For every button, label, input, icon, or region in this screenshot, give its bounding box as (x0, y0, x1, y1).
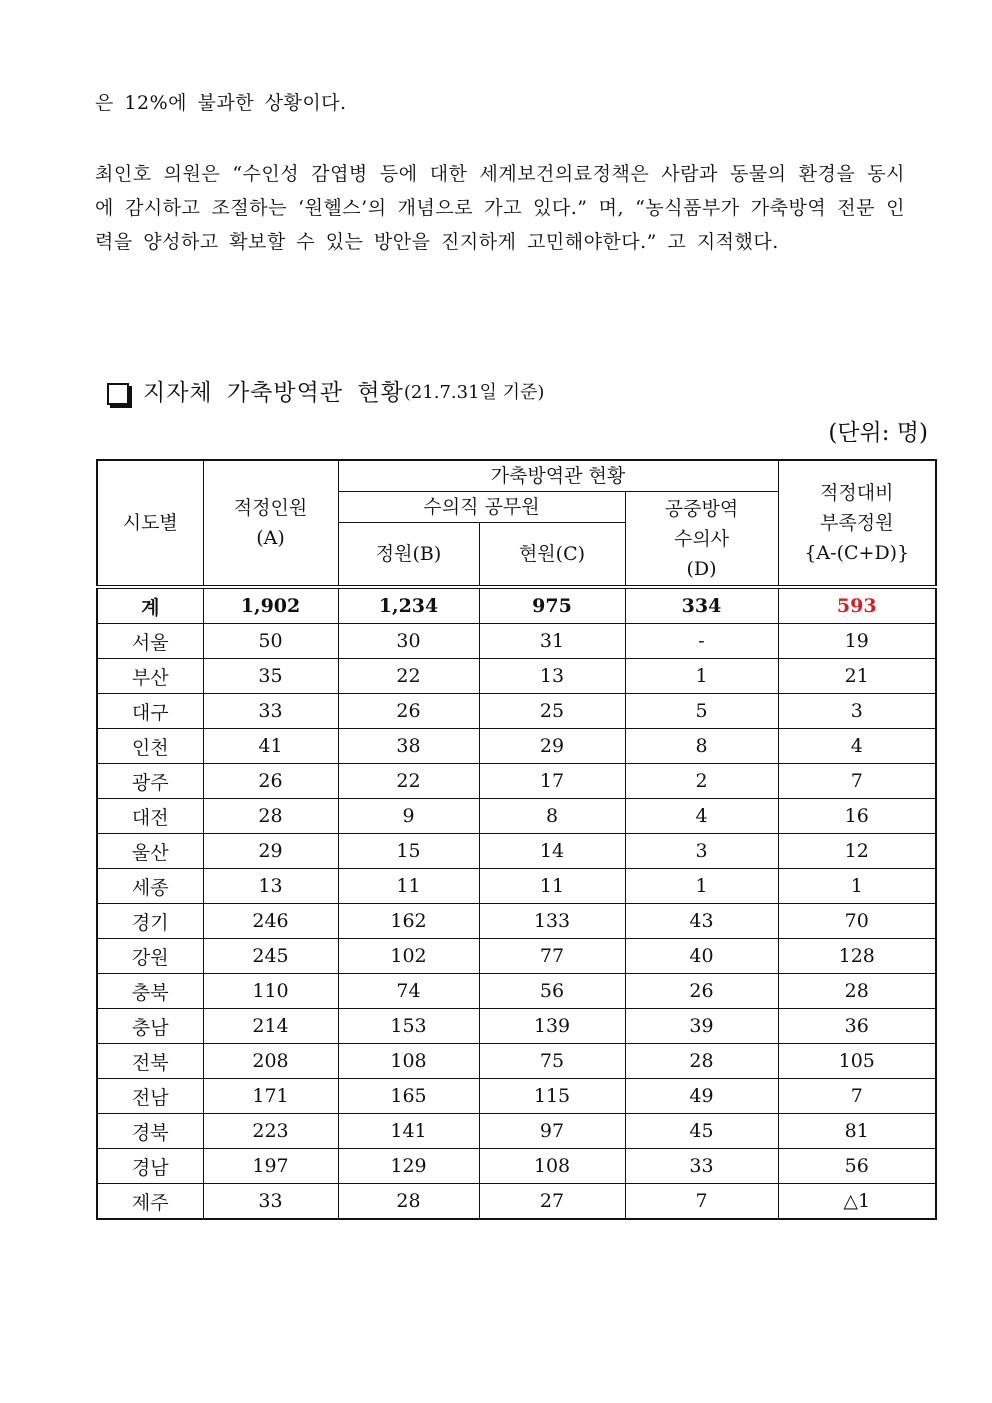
cell-public-vets: 7 (625, 1184, 778, 1220)
cell-quota: 208 (203, 1044, 338, 1079)
cell-region: 계 (97, 587, 203, 624)
cell-current: 133 (479, 904, 625, 939)
cell-authorized: 153 (338, 1009, 479, 1044)
cell-shortage: 70 (778, 904, 936, 939)
cell-public-vets: 5 (625, 694, 778, 729)
cell-public-vets: 334 (625, 587, 778, 624)
table-row (97, 624, 936, 659)
cell-shortage: 19 (778, 624, 936, 659)
cell-public-vets: 1 (625, 659, 778, 694)
cell-quota: 197 (203, 1149, 338, 1184)
cell-current: 29 (479, 729, 625, 764)
header-status-group: 가축방역관 현황 (338, 460, 778, 492)
cell-current: 27 (479, 1184, 625, 1220)
cell-public-vets: 39 (625, 1009, 778, 1044)
cell-public-vets: 3 (625, 834, 778, 869)
table-row (97, 1114, 936, 1149)
cell-shortage: 81 (778, 1114, 936, 1149)
header-current: 현원(C) (479, 523, 625, 588)
cell-shortage: 56 (778, 1149, 936, 1184)
cell-shortage: 593 (778, 587, 936, 624)
cell-region: 대전 (97, 799, 203, 834)
cell-public-vets: 26 (625, 974, 778, 1009)
cell-public-vets: 40 (625, 939, 778, 974)
cell-region: 경남 (97, 1149, 203, 1184)
cell-region: 경북 (97, 1114, 203, 1149)
cell-authorized: 129 (338, 1149, 479, 1184)
cell-current: 8 (479, 799, 625, 834)
cell-authorized: 28 (338, 1184, 479, 1220)
table-row (97, 659, 936, 694)
cell-authorized: 162 (338, 904, 479, 939)
cell-quota: 33 (203, 1184, 338, 1220)
header-shortage: 적정대비 부족정원 {A-(C+D)} (778, 460, 936, 587)
cell-shortage: 4 (778, 729, 936, 764)
cell-current: 115 (479, 1079, 625, 1114)
cell-region: 광주 (97, 764, 203, 799)
cell-region: 서울 (97, 624, 203, 659)
cell-shortage: △1 (778, 1184, 936, 1220)
cell-region: 제주 (97, 1184, 203, 1220)
cell-quota: 28 (203, 799, 338, 834)
cell-shortage: 1 (778, 869, 936, 904)
cell-quota: 223 (203, 1114, 338, 1149)
cell-public-vets: 28 (625, 1044, 778, 1079)
cell-quota: 29 (203, 834, 338, 869)
table-row-total (97, 587, 936, 624)
cell-quota: 214 (203, 1009, 338, 1044)
header-authorized: 정원(B) (338, 523, 479, 588)
cell-authorized: 108 (338, 1044, 479, 1079)
cell-quota: 33 (203, 694, 338, 729)
cell-public-vets: - (625, 624, 778, 659)
checkbox-icon (107, 383, 129, 405)
section-date-note: (21.7.31일 기준) (403, 382, 545, 403)
cell-authorized: 102 (338, 939, 479, 974)
table-row (97, 974, 936, 1009)
cell-current: 17 (479, 764, 625, 799)
cell-authorized: 22 (338, 659, 479, 694)
cell-region: 전남 (97, 1079, 203, 1114)
cell-authorized: 30 (338, 624, 479, 659)
cell-quota: 26 (203, 764, 338, 799)
cell-region: 인천 (97, 729, 203, 764)
cell-region: 경기 (97, 904, 203, 939)
cell-shortage: 128 (778, 939, 936, 974)
cell-current: 13 (479, 659, 625, 694)
cell-shortage: 28 (778, 974, 936, 1009)
cell-current: 56 (479, 974, 625, 1009)
section-title (107, 373, 544, 413)
cell-authorized: 22 (338, 764, 479, 799)
cell-current: 25 (479, 694, 625, 729)
cell-public-vets: 33 (625, 1149, 778, 1184)
cell-authorized: 9 (338, 799, 479, 834)
table-row (97, 1044, 936, 1079)
cell-quota: 41 (203, 729, 338, 764)
cell-public-vets: 8 (625, 729, 778, 764)
table-row (97, 799, 936, 834)
paragraph-2: 최인호 의원은 “수인성 감엽병 등에 대한 세계보건의료정책은 사람과 동물의 환경을 동시에 감시하고 조절하는 ‘원헬스’의 개념으로 가고 있다.” 며, “농식품부가 가축방역 전문 인력을 양성하고 확보할 수 있는 방안을 진지하게 고민해야한다.” 고 지적했다. (95, 163, 905, 253)
cell-shortage: 21 (778, 659, 936, 694)
cell-current: 975 (479, 587, 625, 624)
cell-shortage: 7 (778, 1079, 936, 1114)
paragraph-1: 은 12%에 불과한 상황이다. (95, 92, 347, 114)
cell-region: 충북 (97, 974, 203, 1009)
cell-shortage: 105 (778, 1044, 936, 1079)
cell-shortage: 12 (778, 834, 936, 869)
cell-authorized: 38 (338, 729, 479, 764)
cell-authorized: 141 (338, 1114, 479, 1149)
cell-authorized: 165 (338, 1079, 479, 1114)
cell-current: 31 (479, 624, 625, 659)
cell-public-vets: 49 (625, 1079, 778, 1114)
header-region: 시도별 (97, 460, 203, 587)
cell-current: 77 (479, 939, 625, 974)
quarantine-officer-table (96, 459, 937, 1220)
cell-authorized: 26 (338, 694, 479, 729)
header-vet-officials: 수의직 공무원 (338, 492, 625, 523)
cell-region: 전북 (97, 1044, 203, 1079)
cell-region: 세종 (97, 869, 203, 904)
cell-current: 139 (479, 1009, 625, 1044)
table-row (97, 834, 936, 869)
cell-quota: 13 (203, 869, 338, 904)
cell-current: 75 (479, 1044, 625, 1079)
table-row (97, 1009, 936, 1044)
section-title-text: 지자체 가축방역관 현황 (143, 380, 404, 406)
table-row (97, 869, 936, 904)
table-row (97, 1184, 936, 1220)
cell-region: 대구 (97, 694, 203, 729)
cell-shortage: 7 (778, 764, 936, 799)
cell-quota: 245 (203, 939, 338, 974)
cell-public-vets: 2 (625, 764, 778, 799)
cell-region: 부산 (97, 659, 203, 694)
table-row (97, 729, 936, 764)
cell-region: 충남 (97, 1009, 203, 1044)
cell-authorized: 1,234 (338, 587, 479, 624)
cell-quota: 246 (203, 904, 338, 939)
cell-authorized: 11 (338, 869, 479, 904)
cell-current: 97 (479, 1114, 625, 1149)
cell-quota: 171 (203, 1079, 338, 1114)
cell-current: 14 (479, 834, 625, 869)
cell-current: 11 (479, 869, 625, 904)
unit-label: (단위: 명) (828, 420, 928, 446)
table-row (97, 904, 936, 939)
table-row (97, 764, 936, 799)
cell-region: 울산 (97, 834, 203, 869)
table-row (97, 939, 936, 974)
cell-current: 108 (479, 1149, 625, 1184)
cell-shortage: 36 (778, 1009, 936, 1044)
cell-public-vets: 43 (625, 904, 778, 939)
cell-quota: 50 (203, 624, 338, 659)
cell-region: 강원 (97, 939, 203, 974)
cell-authorized: 15 (338, 834, 479, 869)
cell-authorized: 74 (338, 974, 479, 1009)
cell-quota: 1,902 (203, 587, 338, 624)
cell-shortage: 3 (778, 694, 936, 729)
cell-quota: 110 (203, 974, 338, 1009)
table-row (97, 694, 936, 729)
header-public-vets: 공중방역 수의사 (D) (625, 492, 778, 588)
table-row (97, 1149, 936, 1184)
cell-public-vets: 45 (625, 1114, 778, 1149)
cell-public-vets: 4 (625, 799, 778, 834)
cell-public-vets: 1 (625, 869, 778, 904)
header-quota: 적정인원 (A) (203, 460, 338, 587)
cell-shortage: 16 (778, 799, 936, 834)
table-row (97, 1079, 936, 1114)
cell-quota: 35 (203, 659, 338, 694)
